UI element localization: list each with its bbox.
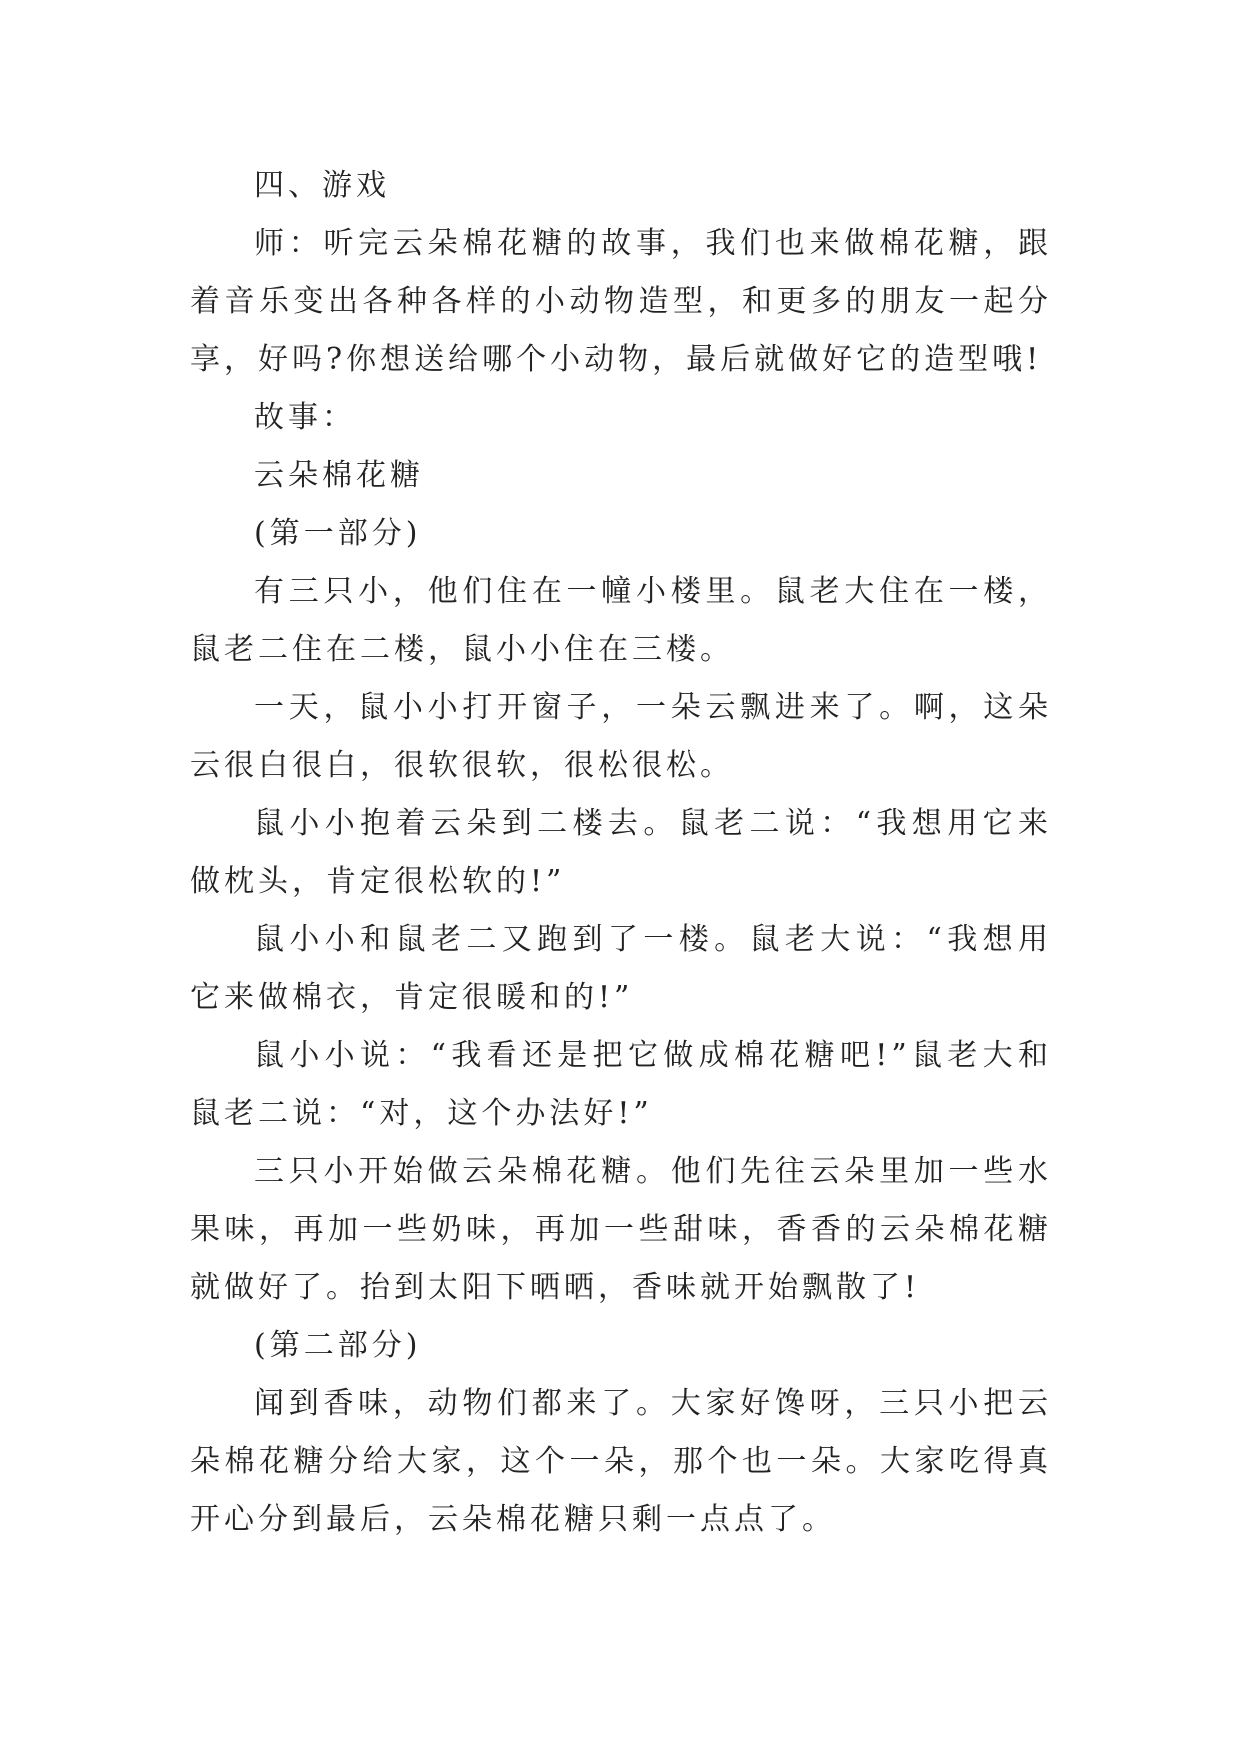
paragraph: 鼠小小抱着云朵到二楼去。鼠老二说：“我想用它来做枕头，肯定很松软的!” — [190, 806, 1052, 899]
paragraph: 有三只小，他们住在一幢小楼里。鼠老大住在一楼，鼠老二住在二楼，鼠小小住在三楼。 — [190, 574, 1052, 667]
paragraph-teacher-intro: 师：听完云朵棉花糖的故事，我们也来做棉花糖，跟着音乐变出各种各样的小动物造型，和更多的朋友一起分享，好吗?你想送给哪个小动物，最后就做好它的造型哦! — [190, 226, 1052, 377]
paragraph: 三只小开始做云朵棉花糖。他们先往云朵里加一些水果味，再加一些奶味，再加一些甜味，香香的云朵棉花糖就做好了。抬到太阳下晒晒，香味就开始飘散了! — [190, 1154, 1052, 1305]
paragraph: 一天，鼠小小打开窗子，一朵云飘进来了。啊，这朵云很白很白，很软很软，很松很松。 — [190, 690, 1052, 783]
part-one-heading: (第一部分) — [254, 516, 422, 551]
section-heading-game: 四、游戏 — [254, 168, 390, 203]
document-body — [190, 157, 1052, 1549]
part-two-heading: (第二部分) — [254, 1328, 422, 1363]
story-label: 故事： — [254, 400, 356, 435]
story-title: 云朵棉花糖 — [254, 458, 424, 493]
paragraph: 闻到香味，动物们都来了。大家好馋呀，三只小把云朵棉花糖分给大家，这个一朵，那个也一朵。大家吃得真开心分到最后，云朵棉花糖只剩一点点了。 — [190, 1386, 1052, 1537]
paragraph: 鼠小小说：“我看还是把它做成棉花糖吧!”鼠老大和鼠老二说：“对，这个办法好!” — [190, 1038, 1052, 1131]
paragraph: 鼠小小和鼠老二又跑到了一楼。鼠老大说：“我想用它来做棉衣，肯定很暖和的!” — [190, 922, 1052, 1015]
